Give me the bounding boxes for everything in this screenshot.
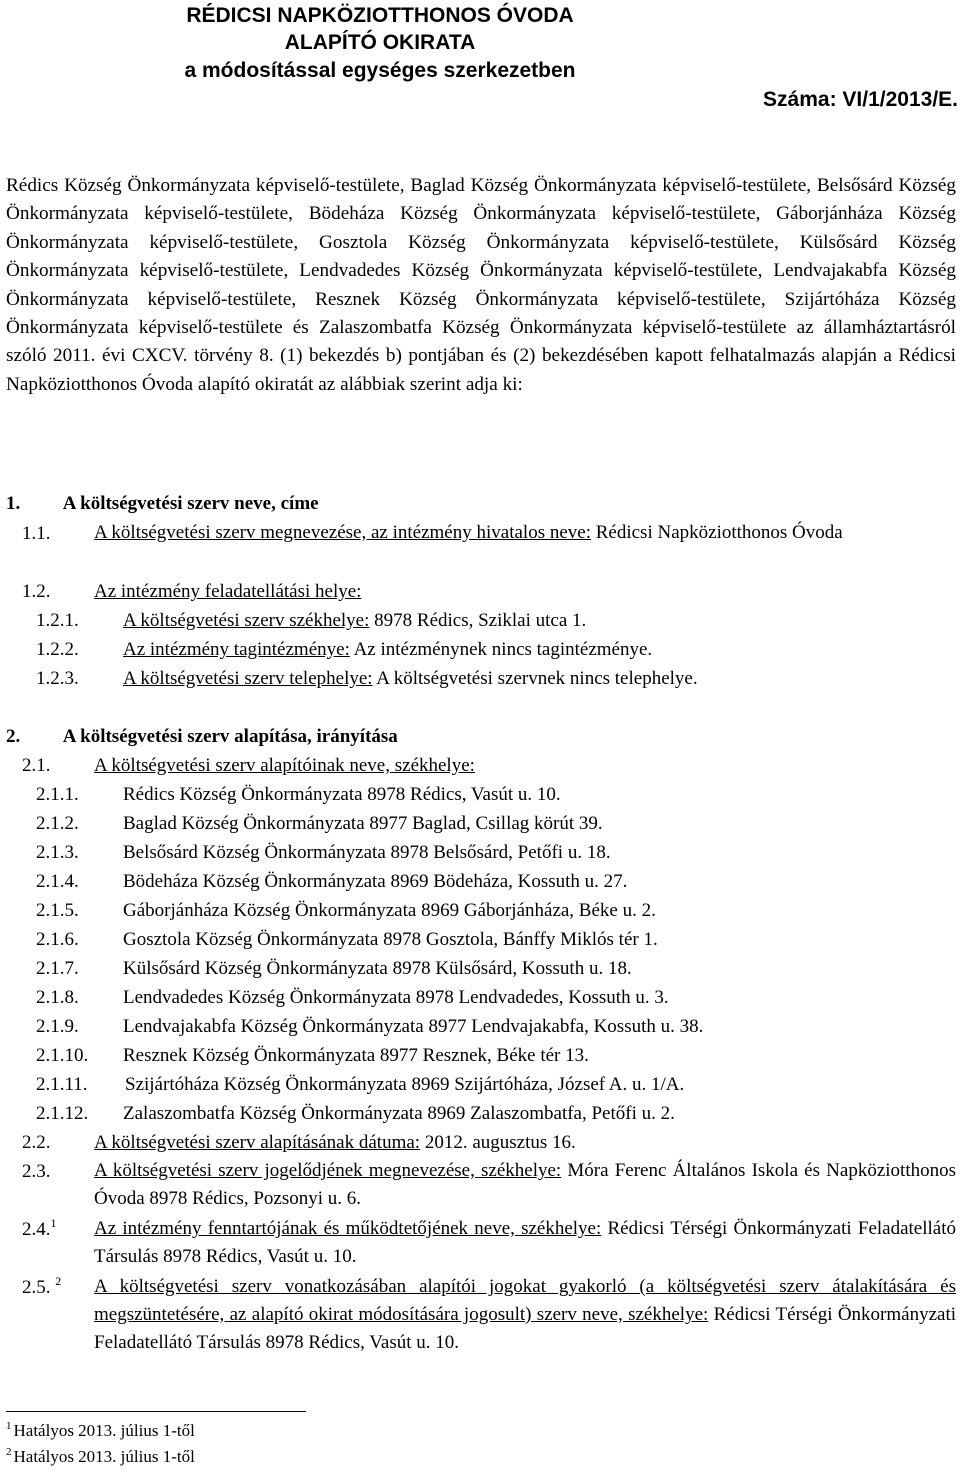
founder-entry: Gáborjánháza Község Önkormányzata 8969 Gáborjánháza, Béke u. 2. — [123, 900, 656, 921]
founder-entry: Baglad Község Önkormányzata 8977 Baglad, Csillag körút 39. — [123, 813, 603, 834]
section-1-heading — [6, 491, 319, 517]
section-2-number: 2. — [6, 726, 21, 747]
founder-entry: Belsősárd Község Önkormányzata 8978 Belsősárd, Petőfi u. 18. — [123, 842, 611, 863]
item-2-4 — [94, 1215, 956, 1271]
item-1-2-2-label: Az intézmény tagintézménye: — [123, 639, 350, 660]
item-1-1 — [94, 519, 956, 547]
item-2-5-num: 2.5. — [22, 1277, 51, 1298]
item-2-2-number: 2.2. — [22, 1132, 51, 1153]
founder-entry: Külsősárd Község Önkormányzata 8978 Külsősárd, Kossuth u. 18. — [123, 958, 632, 979]
founder-entry: Lendvadedes Község Önkormányzata 8978 Lendvadedes, Kossuth u. 3. — [123, 987, 669, 1008]
footnote-2-text: Hatályos 2013. július 1-től — [13, 1447, 195, 1466]
item-2-3 — [94, 1157, 956, 1213]
item-2-4-label: Az intézmény fenntartójának és működtetőjének neve, székhelye: — [94, 1218, 602, 1239]
footnote-1 — [6, 1421, 195, 1441]
section-2-title: A költségvetési szerv alapítása, irányítása — [62, 726, 398, 747]
item-1-2-1-label: A költségvetési szerv székhelye: — [123, 610, 370, 631]
item-1-2-1 — [123, 608, 586, 634]
document-title-2: ALAPÍTÓ OKIRATA — [284, 31, 476, 54]
founder-entry: Resznek Község Önkormányzata 8977 Resznek, Béke tér 13. — [123, 1045, 589, 1066]
item-2-5-value: Rédicsi Térségi Önkormányzati Feladatellátó Társulás 8978 Rédics, Vasút u. 10. — [94, 1304, 956, 1353]
item-1-2-2 — [123, 637, 652, 663]
footnote-ref-2[interactable]: 2 — [55, 1274, 62, 1288]
item-2-1-number: 2.1. — [22, 755, 51, 776]
item-2-3-label: A költségvetési szerv jogelődjének megnevezése, székhelye: — [94, 1160, 562, 1181]
item-2-5-number — [22, 1275, 61, 1301]
founder-number: 2.1.1. — [36, 784, 79, 805]
founder-number: 2.1.3. — [36, 842, 79, 863]
founder-entry: Rédics Község Önkormányzata 8978 Rédics, Vasút u. 10. — [123, 784, 561, 805]
item-1-2-3-value: A költségvetési szervnek nincs telephelye. — [376, 668, 698, 689]
item-1-1-value: Rédicsi Napköziotthonos Óvoda — [595, 522, 843, 543]
founder-number: 2.1.10. — [36, 1045, 89, 1066]
item-2-5 — [94, 1273, 956, 1357]
founder-number: 2.1.8. — [36, 987, 79, 1008]
item-1-1-label: A költségvetési szerv megnevezése, az intézmény hivatalos neve: — [94, 522, 591, 543]
item-2-2 — [94, 1130, 576, 1156]
founder-number: 2.1.7. — [36, 958, 79, 979]
founder-number: 2.1.11. — [36, 1074, 88, 1095]
founder-number: 2.1.9. — [36, 1016, 79, 1037]
item-1-2-1-value: 8978 Rédics, Sziklai utca 1. — [374, 610, 587, 631]
item-2-2-label: A költségvetési szerv alapításának dátuma: — [94, 1132, 421, 1153]
item-2-4-num: 2.4. — [22, 1219, 51, 1240]
item-2-4-value: Rédicsi Térségi Önkormányzati Feladatellátó Társulás 8978 Rédics, Vasút u. 10. — [94, 1218, 956, 1267]
item-1-2-number: 1.2. — [22, 581, 51, 602]
footnote-1-text: Hatályos 2013. július 1-től — [13, 1421, 195, 1440]
founder-number: 2.1.5. — [36, 900, 79, 921]
founder-entry: Szijártóháza Község Önkormányzata 8969 Szijártóháza, József A. u. 1/A. — [125, 1074, 685, 1095]
item-1-2-3-number: 1.2.3. — [36, 668, 79, 689]
founder-entry: Lendvajakabfa Község Önkormányzata 8977 Lendvajakabfa, Kossuth u. 38. — [123, 1016, 704, 1037]
footnote-1-mark: 1 — [6, 1420, 12, 1432]
footnote-ref-1[interactable]: 1 — [50, 1216, 57, 1230]
item-2-1-label: A költségvetési szerv alapítóinak neve, székhelye: — [94, 755, 475, 776]
item-2-3-value: Móra Ferenc Általános Iskola és Napköziotthonos Óvoda 8978 Rédics, Pozsonyi u. 6. — [94, 1160, 956, 1209]
founder-number: 2.1.12. — [36, 1103, 89, 1124]
founder-entry: Gosztola Község Önkormányzata 8978 Gosztola, Bánffy Miklós tér 1. — [123, 929, 658, 950]
document-title: RÉDICSI NAPKÖZIOTTHONOS ÓVODA — [186, 4, 574, 27]
item-1-2-2-number: 1.2.2. — [36, 639, 79, 660]
intro-paragraph: Rédics Község Önkormányzata képviselő-testülete, Baglad Község Önkormányzata képviselő-testülete, Belsősárd Község Önkormányzata képviselő-testülete, Bödeháza Község Önkormányzata képviselő-testülete, Gáborjánháza Község Önkormányzata képviselő-testülete, Gosztola Község Önkormányzata képviselő-testülete, Külsősárd Község Önkormányzata képviselő-testülete, Lendvadedes Község Önkormányzata képviselő-testülete, Lendvajakabfa Község Önkormányzata képviselő-testülete, Resznek Község Önkormányzata képviselő-testülete, Szijártóháza Község Önkormányzata képviselő-testülete és Zalaszombatfa Község Önkormányzata képviselő-testülete az államháztartásról szóló 2011. évi CXCV. törvény 8. (1) bekezdés b) pontjában és (2) bekezdésében kapott felhatalmazás alapján a Rédicsi Napköziotthonos Óvoda alapító okiratát az alábbiak szerint adja ki: — [6, 175, 956, 395]
item-2-2-value: 2012. augusztus 16. — [424, 1132, 576, 1153]
footnote-2-mark: 2 — [6, 1446, 12, 1458]
item-1-1-number: 1.1. — [22, 523, 51, 544]
item-1-2-2-value: Az intézménynek nincs tagintézménye. — [353, 639, 653, 660]
section-1-title: A költségvetési szerv neve, címe — [62, 493, 319, 514]
document-number: Száma: VI/1/2013/E. — [763, 88, 958, 111]
founder-entry: Zalaszombatfa Község Önkormányzata 8969 Zalaszombatfa, Petőfi u. 2. — [123, 1103, 675, 1124]
item-1-2-label: Az intézmény feladatellátási helye: — [94, 581, 362, 602]
founder-number: 2.1.6. — [36, 929, 79, 950]
item-1-2-1-number: 1.2.1. — [36, 610, 79, 631]
founder-number: 2.1.2. — [36, 813, 79, 834]
founder-number: 2.1.4. — [36, 871, 79, 892]
item-2-5-label: A költségvetési szerv vonatkozásában alapítói jogokat gyakorló (a költségvetési szerv átalakítására és megszüntetésére, az alapító okirat módosítására jogosult) szerv neve, székhelye: — [94, 1276, 956, 1325]
section-1-number: 1. — [6, 493, 21, 514]
footnote-2 — [6, 1447, 195, 1467]
founder-entry: Bödeháza Község Önkormányzata 8969 Bödeháza, Kossuth u. 27. — [123, 871, 628, 892]
item-1-2-3-label: A költségvetési szerv telephelye: — [123, 668, 373, 689]
item-2-4-number — [22, 1217, 57, 1243]
section-2-heading — [6, 724, 398, 750]
document-subtitle: a módosítással egységes szerkezetben — [184, 59, 576, 82]
footnote-separator — [6, 1411, 306, 1412]
item-1-2-3 — [123, 666, 698, 692]
item-2-3-number: 2.3. — [22, 1161, 51, 1182]
